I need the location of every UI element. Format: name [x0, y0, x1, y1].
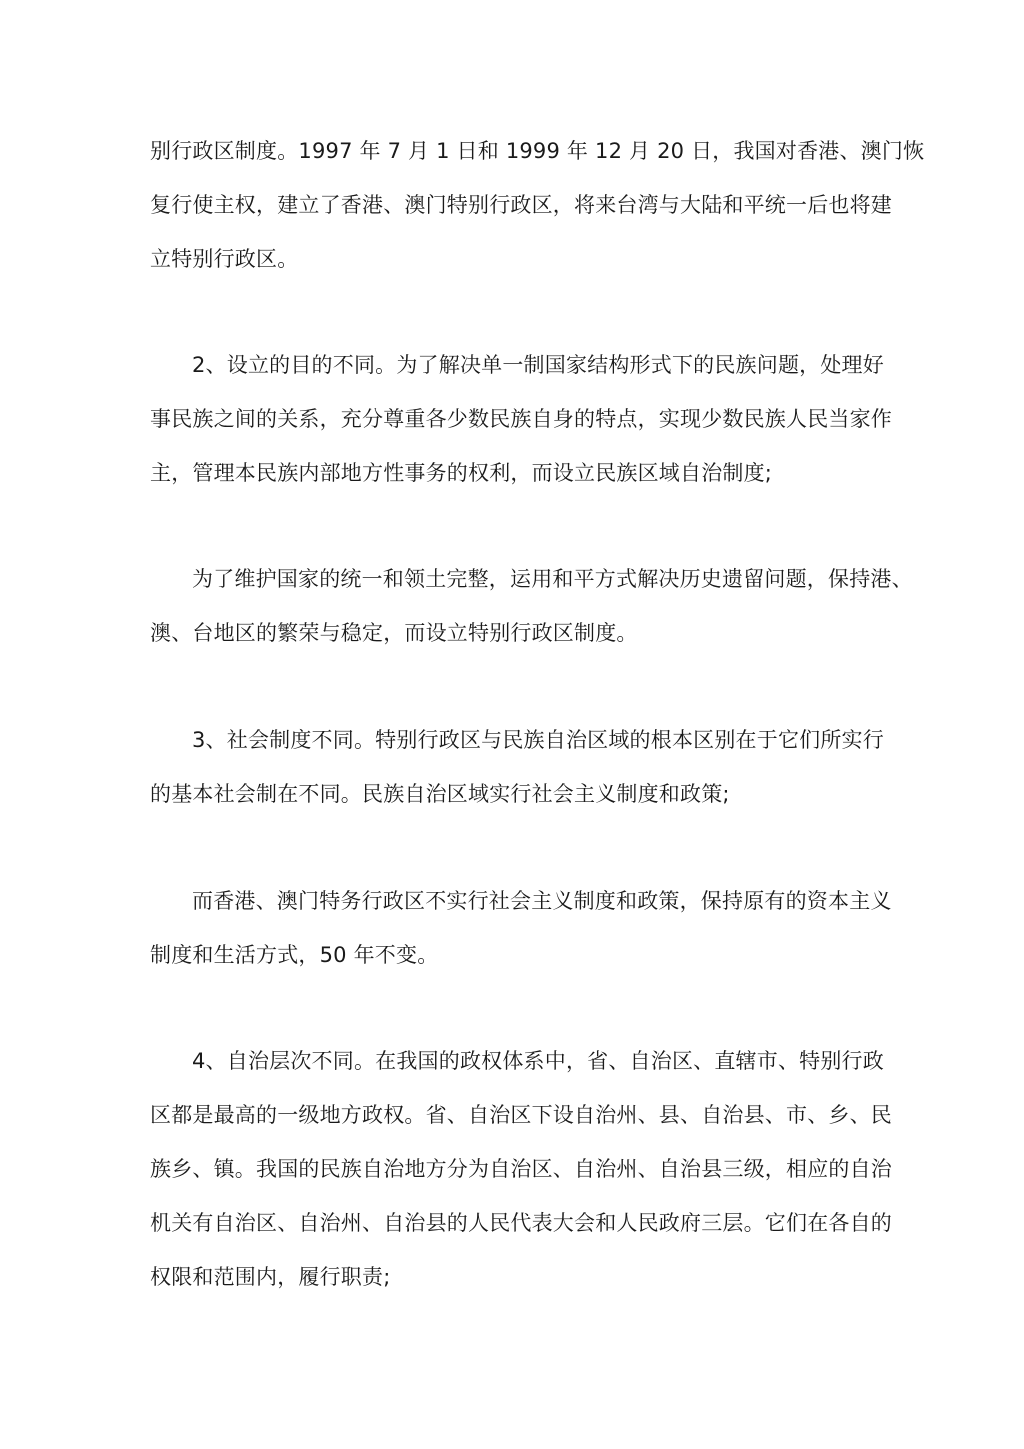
- text-line: 而香港、澳门特务行政区不实行社会主义制度和政策，保持原有的资本主义: [192, 889, 892, 913]
- text-line: 权限和范围内，履行职责;: [150, 1265, 391, 1289]
- text-line: 制度和生活方式，50 年不变。: [150, 943, 439, 967]
- text-line: 立特别行政区。: [150, 247, 299, 271]
- text-line: 3、社会制度不同。特别行政区与民族自治区域的根本区别在于它们所实行: [192, 728, 884, 752]
- text-line: 为了维护国家的统一和领土完整，运用和平方式解决历史遗留问题，保持港、: [192, 567, 913, 591]
- text-line: 主，管理本民族内部地方性事务的权利，而设立民族区域自治制度;: [150, 461, 773, 485]
- text-line: 族乡、镇。我国的民族自治地方分为自治区、自治州、自治县三级，相应的自治: [150, 1157, 892, 1181]
- text-line: 事民族之间的关系，充分尊重各少数民族自身的特点，实现少数民族人民当家作: [150, 407, 892, 431]
- text-line: 复行使主权，建立了香港、澳门特别行政区，将来台湾与大陆和平统一后也将建: [150, 193, 892, 217]
- text-line: 4、自治层次不同。在我国的政权体系中，省、自治区、直辖市、特别行政: [192, 1049, 884, 1073]
- text-line: 机关有自治区、自治州、自治县的人民代表大会和人民政府三层。它们在各自的: [150, 1211, 892, 1235]
- text-line: 别行政区制度。1997 年 7 月 1 日和 1999 年 12 月 20 日，我国对香港、澳门恢: [150, 139, 925, 163]
- text-line: 的基本社会制在不同。民族自治区域实行社会主义制度和政策;: [150, 782, 730, 806]
- text-line: 2、设立的目的不同。为了解决单一制国家结构形式下的民族问题，处理好: [192, 353, 884, 377]
- text-line: 澳、台地区的繁荣与稳定，而设立特别行政区制度。: [150, 621, 638, 645]
- text-line: 区都是最高的一级地方政权。省、自治区下设自治州、县、自治县、市、乡、民: [150, 1103, 892, 1127]
